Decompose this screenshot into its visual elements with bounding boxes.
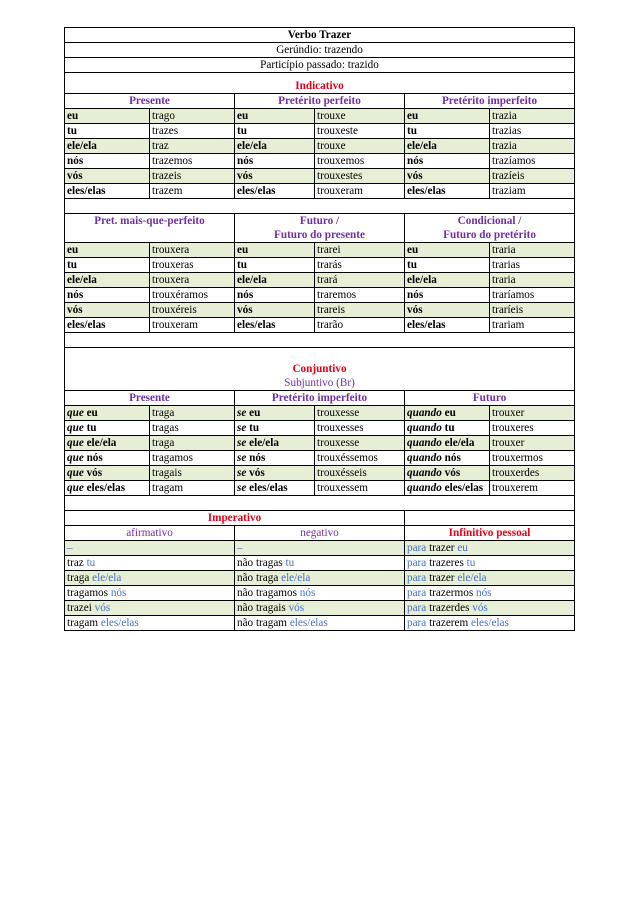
- pronoun-cell: tu: [235, 258, 315, 273]
- pronoun-cell: eles/elas: [405, 318, 490, 333]
- conjuntivo-col-presente: Presente: [65, 391, 235, 406]
- afirmativo-cell: [65, 571, 235, 586]
- verb-cell: trouxessem: [315, 481, 405, 496]
- imperativo-row: [65, 616, 575, 631]
- negativo-cell: [235, 586, 405, 601]
- pronoun-cell: eu: [235, 243, 315, 258]
- indicativo-col-preterito-imperfeito: Pretérito imperfeito: [405, 94, 575, 109]
- afirmativo-cell: [65, 616, 235, 631]
- verb-cell: traria: [490, 273, 575, 288]
- para-word: para: [407, 572, 427, 584]
- conjugation-row: [65, 421, 575, 436]
- conjunction: quando: [407, 482, 442, 494]
- conjugation-row: [65, 243, 575, 258]
- verb-cell: trazia: [490, 139, 575, 154]
- verb-title: Verbo Trazer: [65, 28, 575, 43]
- pronoun-cell: ele/ela: [235, 139, 315, 154]
- verb-cell: trouxera: [150, 273, 235, 288]
- pronoun: nós: [299, 587, 316, 599]
- imperativo-row: [65, 571, 575, 586]
- pronoun: –: [67, 542, 73, 554]
- verb-form: trazermos: [429, 587, 474, 599]
- pronoun-cell: ele/ela: [65, 273, 150, 288]
- verb-cell: trouxéreis: [150, 303, 235, 318]
- afirmativo-cell: [65, 586, 235, 601]
- pronoun-cell: [235, 466, 315, 481]
- pronoun-cell: tu: [235, 124, 315, 139]
- pronoun-cell: eu: [65, 243, 150, 258]
- pronoun: nós: [475, 587, 492, 599]
- verb-cell: trouxeram: [150, 318, 235, 333]
- conjugation-row: [65, 436, 575, 451]
- conjuntivo-subheading: Subjuntivo (Br): [284, 377, 355, 389]
- pronoun-cell: eu: [235, 109, 315, 124]
- verb-cell: trarão: [315, 318, 405, 333]
- conjunction: quando: [407, 452, 442, 464]
- pronoun: eles/elas: [444, 482, 484, 494]
- pronoun-cell: nós: [405, 288, 490, 303]
- pronoun-cell: eles/elas: [405, 184, 490, 199]
- pronoun: tu: [444, 422, 455, 434]
- pronoun-cell: [65, 406, 150, 421]
- indicativo-col-preterito-perfeito: Pretérito perfeito: [235, 94, 405, 109]
- verb-form: trazer: [429, 572, 455, 584]
- imperativo-col-negativo: negativo: [235, 526, 405, 541]
- imperativo-heading: Imperativo: [65, 511, 405, 526]
- verb-cell: trouxemos: [315, 154, 405, 169]
- verb-cell: trouxeras: [150, 258, 235, 273]
- pronoun: eles/elas: [249, 482, 288, 494]
- pronoun: tu: [285, 557, 295, 569]
- negativo-cell: [235, 556, 405, 571]
- pronoun-cell: ele/ela: [65, 139, 150, 154]
- verb-cell: trouxe: [315, 139, 405, 154]
- imperativo-row: [65, 541, 575, 556]
- verb-form: não traga: [237, 572, 279, 584]
- verb-cell: trouxer: [490, 436, 575, 451]
- afirmativo-cell: [65, 556, 235, 571]
- imperativo-heading-blank: [405, 511, 575, 526]
- verb-cell: trouxéssemos: [315, 451, 405, 466]
- pronoun: eu: [249, 407, 261, 419]
- pronoun-cell: tu: [65, 124, 150, 139]
- conjugation-row: [65, 169, 575, 184]
- pronoun: nós: [249, 452, 266, 464]
- indicativo-heading: Indicativo: [65, 73, 575, 94]
- pronoun: vós: [86, 467, 103, 479]
- verb-cell: trouxerem: [490, 481, 575, 496]
- indicativo-col-presente: Presente: [65, 94, 235, 109]
- verb-cell: traríeis: [490, 303, 575, 318]
- conjunction: que: [67, 407, 84, 419]
- pronoun: eles/elas: [470, 617, 509, 629]
- pronoun-cell: nós: [405, 154, 490, 169]
- verb-form: não tragais: [237, 602, 286, 614]
- spacer-row: [65, 199, 575, 214]
- conjugation-row: [65, 109, 575, 124]
- pronoun-cell: [235, 481, 315, 496]
- verb-cell: traria: [490, 243, 575, 258]
- conjunction: que: [67, 452, 84, 464]
- indicativo2-col-condicional: [405, 214, 575, 243]
- verb-cell: tragamos: [150, 451, 235, 466]
- conjugation-row: [65, 258, 575, 273]
- verb-form: trazerdes: [429, 602, 470, 614]
- pronoun: vós: [249, 467, 265, 479]
- conjunction: se: [237, 467, 247, 479]
- pronoun-cell: tu: [405, 258, 490, 273]
- pronoun-cell: eu: [405, 243, 490, 258]
- pronoun-cell: eles/elas: [235, 318, 315, 333]
- pronoun: ele/ela: [444, 437, 475, 449]
- pronoun-cell: [235, 451, 315, 466]
- infinitivo-cell: [405, 616, 575, 631]
- conjugation-row: [65, 273, 575, 288]
- pronoun-cell: [405, 451, 490, 466]
- pronoun-cell: [405, 466, 490, 481]
- pronoun-cell: vós: [405, 169, 490, 184]
- pronoun-cell: eles/elas: [65, 184, 150, 199]
- pronoun: –: [237, 542, 243, 554]
- pronoun-cell: nós: [235, 154, 315, 169]
- verb-form: trazei: [67, 602, 92, 614]
- verb-cell: traz: [150, 139, 235, 154]
- verb-cell: trazem: [150, 184, 235, 199]
- conjugation-row: [65, 466, 575, 481]
- negativo-cell: [235, 616, 405, 631]
- verb-cell: traga: [150, 436, 235, 451]
- condicional-line1: Condicional /: [457, 215, 522, 227]
- verb-cell: trareis: [315, 303, 405, 318]
- condicional-line2: Futuro do pretérito: [443, 229, 536, 241]
- verb-cell: trouxesse: [315, 406, 405, 421]
- pronoun-cell: nós: [65, 154, 150, 169]
- spacer-row: [65, 496, 575, 511]
- pronoun-cell: [65, 466, 150, 481]
- imperativo-row: [65, 556, 575, 571]
- conjunction: se: [237, 437, 247, 449]
- imperativo-row: [65, 601, 575, 616]
- para-word: para: [407, 557, 427, 569]
- pronoun-cell: [235, 436, 315, 451]
- verb-form: traga: [67, 572, 90, 584]
- verb-cell: traga: [150, 406, 235, 421]
- gerund-line: Gerúndio: trazendo: [65, 43, 575, 58]
- indicativo2-col-mais-que-perfeito: Pret. mais-que-perfeito: [65, 214, 235, 243]
- verb-cell: tragas: [150, 421, 235, 436]
- verb-form: tragamos: [67, 587, 109, 599]
- verb-form: não tragam: [237, 617, 288, 629]
- pronoun-cell: tu: [405, 124, 490, 139]
- pronoun-cell: vós: [235, 303, 315, 318]
- verb-form: não tragas: [237, 557, 283, 569]
- conjunction: se: [237, 407, 247, 419]
- indicativo2-col-futuro: [235, 214, 405, 243]
- para-word: para: [407, 587, 427, 599]
- verb-cell: trazia: [490, 109, 575, 124]
- verb-cell: trouxe: [315, 109, 405, 124]
- verb-cell: trará: [315, 273, 405, 288]
- participle-line: Particípio passado: trazido: [65, 58, 575, 73]
- infinitivo-pessoal-heading: Infinitivo pessoal: [405, 526, 575, 541]
- verb-cell: trazias: [490, 124, 575, 139]
- conjugation-row: [65, 481, 575, 496]
- pronoun-cell: [405, 406, 490, 421]
- negativo-cell: [235, 571, 405, 586]
- pronoun-cell: ele/ela: [235, 273, 315, 288]
- conjuntivo-col-futuro: Futuro: [405, 391, 575, 406]
- pronoun-cell: vós: [65, 169, 150, 184]
- pronoun-cell: nós: [65, 288, 150, 303]
- pronoun: tu: [86, 557, 96, 569]
- conjunction: quando: [407, 467, 442, 479]
- negativo-cell: [235, 541, 405, 556]
- conjunction: que: [67, 467, 84, 479]
- verb-cell: trarás: [315, 258, 405, 273]
- conjugation-row: [65, 451, 575, 466]
- verb-form: não tragamos: [237, 587, 297, 599]
- pronoun: tu: [466, 557, 476, 569]
- verb-form: trazeres: [429, 557, 464, 569]
- verb-cell: trago: [150, 109, 235, 124]
- afirmativo-cell: [65, 541, 235, 556]
- pronoun: vós: [94, 602, 111, 614]
- infinitivo-cell: [405, 571, 575, 586]
- verb-form: traz: [67, 557, 84, 569]
- verb-cell: trouxestes: [315, 169, 405, 184]
- pronoun: eles/elas: [289, 617, 328, 629]
- conjunction: que: [67, 437, 84, 449]
- verb-cell: trouxermos: [490, 451, 575, 466]
- pronoun-cell: eles/elas: [65, 318, 150, 333]
- pronoun: vós: [444, 467, 461, 479]
- infinitivo-cell: [405, 556, 575, 571]
- conjugation-row: [65, 303, 575, 318]
- conjunction: quando: [407, 407, 442, 419]
- verb-cell: trouxeram: [315, 184, 405, 199]
- verb-cell: trazíeis: [490, 169, 575, 184]
- pronoun-cell: [65, 421, 150, 436]
- pronoun: eu: [457, 542, 468, 554]
- pronoun-cell: [405, 421, 490, 436]
- futuro-line1: Futuro /: [299, 215, 340, 227]
- verb-cell: trouxer: [490, 406, 575, 421]
- pronoun-cell: eles/elas: [235, 184, 315, 199]
- pronoun-cell: [405, 436, 490, 451]
- verb-form: tragam: [67, 617, 99, 629]
- pronoun-cell: [235, 421, 315, 436]
- pronoun-cell: [235, 406, 315, 421]
- conjunction: se: [237, 452, 247, 464]
- conjuntivo-heading-cell: [65, 348, 575, 391]
- verb-cell: trouxéramos: [150, 288, 235, 303]
- conjunction: se: [237, 422, 247, 434]
- verb-cell: tragais: [150, 466, 235, 481]
- pronoun: ele/ela: [92, 572, 122, 584]
- verb-cell: tragam: [150, 481, 235, 496]
- conjugation-row: [65, 288, 575, 303]
- verb-cell: trarei: [315, 243, 405, 258]
- infinitivo-cell: [405, 586, 575, 601]
- verb-cell: trouxera: [150, 243, 235, 258]
- pronoun: vós: [472, 602, 488, 614]
- conjugation-row: [65, 184, 575, 199]
- infinitivo-cell: [405, 541, 575, 556]
- conjunction: que: [67, 482, 84, 494]
- verb-cell: trouxeste: [315, 124, 405, 139]
- verb-cell: trazíamos: [490, 154, 575, 169]
- verb-cell: trarias: [490, 258, 575, 273]
- pronoun: ele/ela: [281, 572, 311, 584]
- pronoun: ele/ela: [86, 437, 117, 449]
- conjugation-table-body: [65, 28, 575, 631]
- pronoun-cell: ele/ela: [405, 273, 490, 288]
- verb-cell: trouxerdes: [490, 466, 575, 481]
- conjuntivo-heading: Conjuntivo: [292, 363, 347, 375]
- verb-cell: trouxesses: [315, 421, 405, 436]
- verb-form: trazerem: [429, 617, 469, 629]
- para-word: para: [407, 617, 427, 629]
- pronoun-cell: nós: [235, 288, 315, 303]
- pronoun-cell: [405, 481, 490, 496]
- verb-cell: trazes: [150, 124, 235, 139]
- verb-cell: trouxeres: [490, 421, 575, 436]
- pronoun: nós: [444, 452, 461, 464]
- conjuntivo-col-preterito-imperfeito: Pretérito imperfeito: [235, 391, 405, 406]
- conjugation-row: [65, 406, 575, 421]
- conjunction: quando: [407, 422, 442, 434]
- pronoun: eles/elas: [100, 617, 139, 629]
- para-word: para: [407, 542, 427, 554]
- verb-cell: traremos: [315, 288, 405, 303]
- conjugation-row: [65, 139, 575, 154]
- para-word: para: [407, 602, 427, 614]
- pronoun-cell: ele/ela: [405, 139, 490, 154]
- conjunction: se: [237, 482, 247, 494]
- infinitivo-cell: [405, 601, 575, 616]
- verb-cell: trouxesse: [315, 436, 405, 451]
- pronoun: eu: [86, 407, 98, 419]
- verb-cell: trazemos: [150, 154, 235, 169]
- conjugation-row: [65, 124, 575, 139]
- futuro-line2: Futuro do presente: [274, 229, 365, 241]
- pronoun-cell: vós: [235, 169, 315, 184]
- conjunction: que: [67, 422, 84, 434]
- conjugation-row: [65, 318, 575, 333]
- pronoun-cell: [65, 481, 150, 496]
- negativo-cell: [235, 601, 405, 616]
- pronoun: eu: [444, 407, 456, 419]
- verb-form: trazer: [429, 542, 455, 554]
- conjugation-row: [65, 154, 575, 169]
- pronoun: tu: [86, 422, 97, 434]
- imperativo-row: [65, 586, 575, 601]
- imperativo-col-afirmativo: afirmativo: [65, 526, 235, 541]
- verb-cell: traziam: [490, 184, 575, 199]
- pronoun: tu: [249, 422, 260, 434]
- pronoun: nós: [86, 452, 103, 464]
- pronoun: nós: [110, 587, 127, 599]
- pronoun-cell: eu: [405, 109, 490, 124]
- pronoun-cell: [65, 436, 150, 451]
- verb-cell: trariam: [490, 318, 575, 333]
- pronoun-cell: tu: [65, 258, 150, 273]
- pronoun-cell: [65, 451, 150, 466]
- pronoun: ele/ela: [457, 572, 487, 584]
- pronoun: vós: [288, 602, 305, 614]
- conjugation-table: [64, 27, 575, 631]
- conjunction: quando: [407, 437, 442, 449]
- pronoun: eles/elas: [86, 482, 126, 494]
- verb-cell: trouxésseis: [315, 466, 405, 481]
- afirmativo-cell: [65, 601, 235, 616]
- verb-cell: trazeis: [150, 169, 235, 184]
- pronoun: ele/ela: [249, 437, 279, 449]
- verb-cell: traríamos: [490, 288, 575, 303]
- conjugation-sheet: [64, 27, 574, 631]
- pronoun-cell: eu: [65, 109, 150, 124]
- pronoun-cell: vós: [405, 303, 490, 318]
- spacer-row: [65, 333, 575, 348]
- pronoun-cell: vós: [65, 303, 150, 318]
